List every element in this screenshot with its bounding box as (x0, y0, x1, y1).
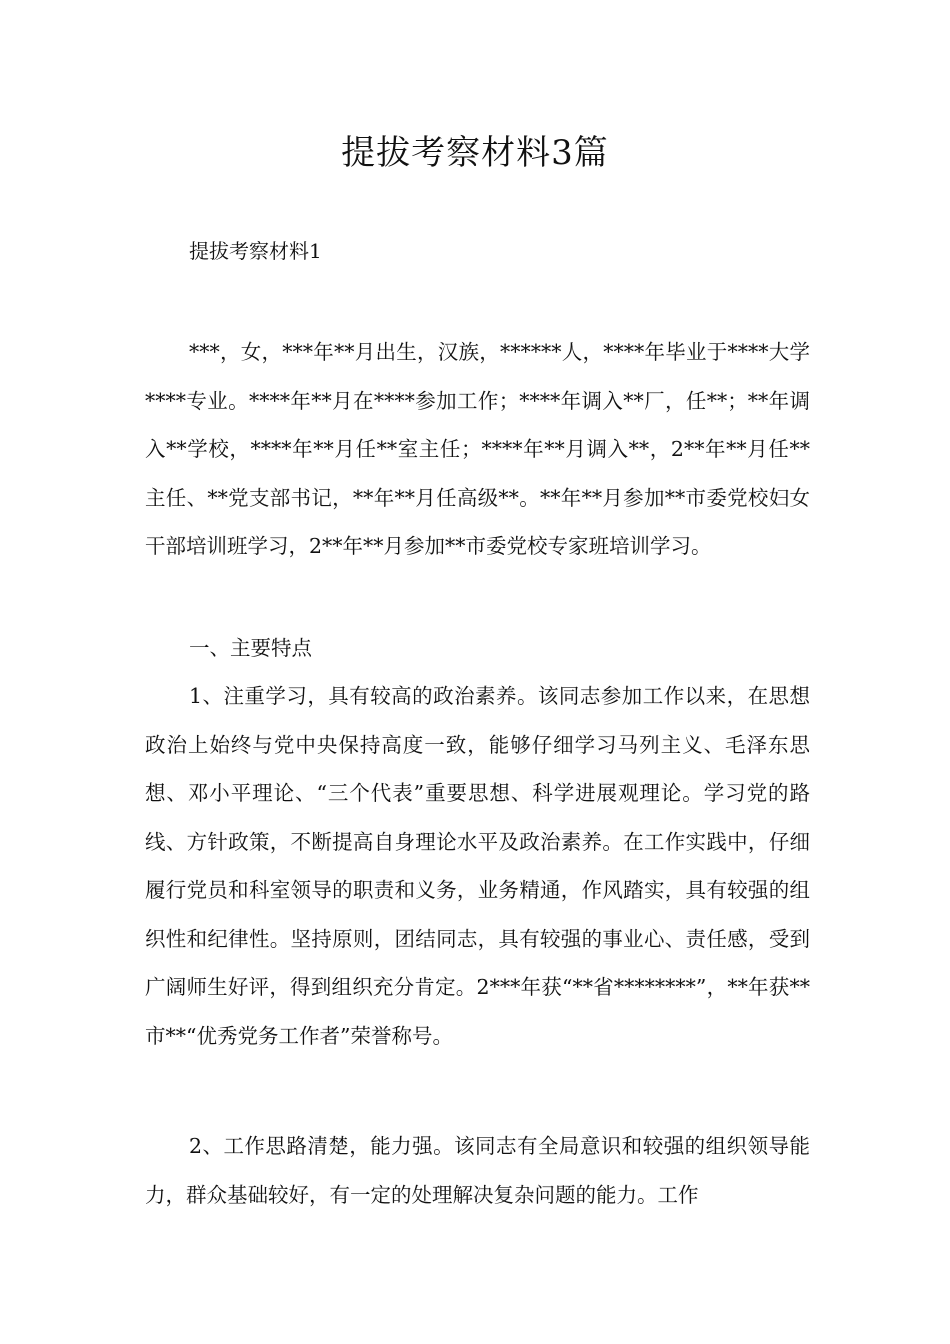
document-subtitle: 提拔考察材料1 (189, 239, 322, 263)
point-1-paragraph: 1、注重学习，具有较高的政治素养。该同志参加工作以来，在思想政治上始终与党中央保持高度一致，能够仔细学习马列主义、毛泽东思想、邓小平理论、“三个代表”重要思想、科学进展观理论。学习党的路线、方针政策，不断提高自身理论水平及政治素养。在工作实践中，仔细履行党员和科室领导的职责和义务，业务精通，作风踏实，具有较强的组织性和纪律性。坚持原则，团结同志，具有较强的事业心、责任感，受到广阔师生好评，得到组织充分肯定。2***年获“**省********”，**年获**市**“优秀党务工作者”荣誉称号。 (145, 684, 810, 1048)
section-heading: 一、主要特点 (189, 636, 312, 660)
point-2-paragraph: 2、工作思路清楚，能力强。该同志有全局意识和较强的组织领导能力，群众基础较好，有一定的处理解决复杂问题的能力。工作 (145, 1134, 810, 1207)
document-title: 提拔考察材料3篇 (341, 133, 609, 173)
intro-paragraph: ***，女，***年**月出生，汉族，******人，****年毕业于****大学****专业。****年**月在****参加工作；****年调入**厂，任**；**年调入**学校，****年**月任**室主任；****年**月调入**，2**年**月任**主任、**党支部书记，**年**月任高级**。**年**月参加**市委党校妇女干部培训班学习，2**年**月参加**市委党校专家班培训学习。 (145, 340, 810, 558)
